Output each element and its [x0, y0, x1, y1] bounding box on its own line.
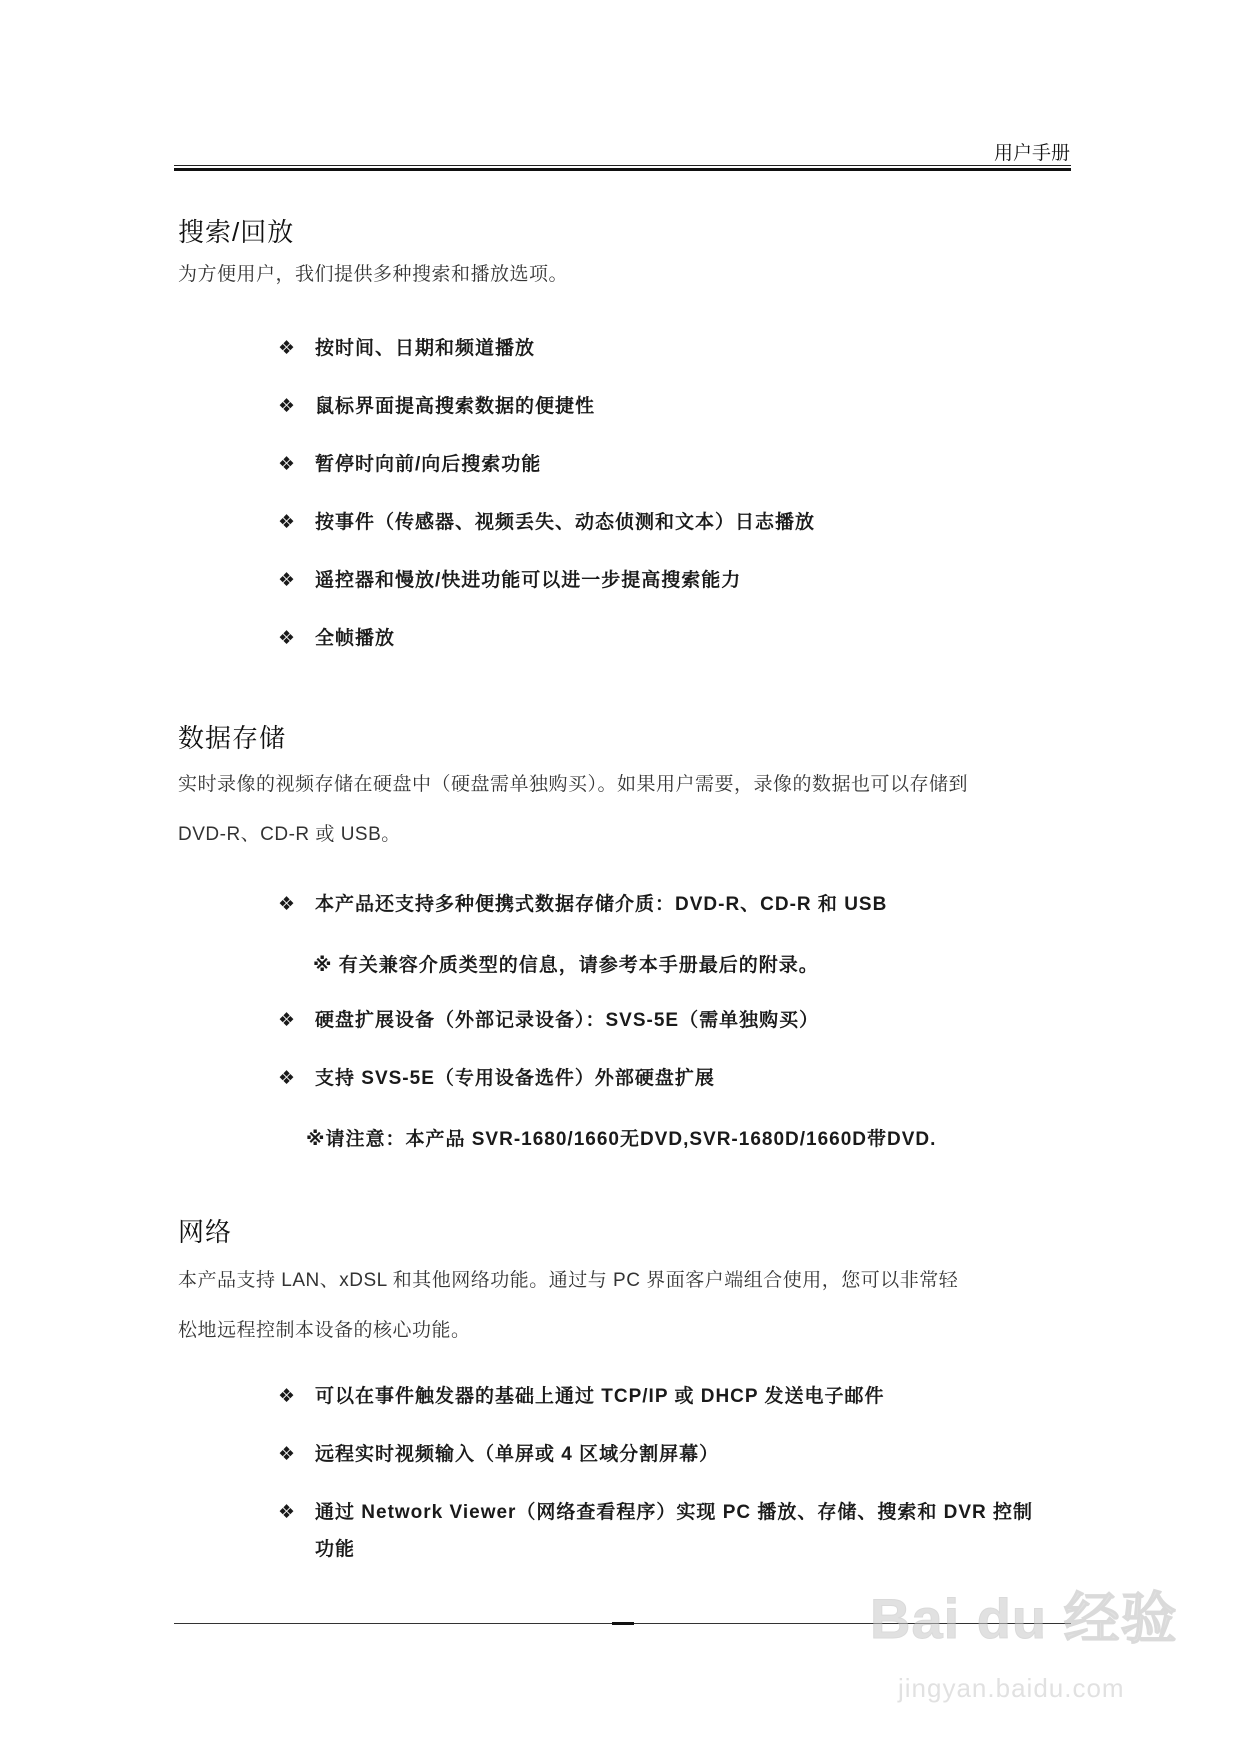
- page-number-dash: [612, 1622, 634, 1625]
- diamond-bullet-icon: ❖: [278, 512, 297, 533]
- diamond-bullet-icon: ❖: [278, 396, 297, 417]
- section-para-network-line2: 松地远程控制本设备的核心功能。: [178, 1320, 471, 1341]
- list-item: ❖ 可以在事件触发器的基础上通过 TCP/IP 或 DHCP 发送电子邮件: [278, 1378, 1048, 1415]
- diamond-bullet-icon: ❖: [278, 1502, 297, 1523]
- section-heading-network: 网络: [178, 1217, 233, 1247]
- header-rule-thick: [174, 168, 1071, 171]
- diamond-bullet-icon: ❖: [278, 1068, 297, 1089]
- list-item: ❖ 支持 SVS-5E（专用设备选件）外部硬盘扩展: [278, 1060, 1048, 1097]
- note-model-dvd: ※请注意：本产品 SVR-1680/1660无DVD,SVR-1680D/1660D带DVD.: [306, 1129, 937, 1150]
- list-item: ❖ 按时间、日期和频道播放: [278, 330, 1048, 367]
- list-item: ❖ 通过 Network Viewer（网络查看程序）实现 PC 播放、存储、搜索和 DVR 控制功能: [278, 1494, 1038, 1568]
- diamond-bullet-icon: ❖: [278, 1386, 297, 1407]
- section-intro-search: 为方便用户，我们提供多种搜索和播放选项。: [178, 264, 569, 285]
- diamond-bullet-icon: ❖: [278, 628, 297, 649]
- section-para-storage-line2: DVD-R、CD-R 或 USB。: [178, 824, 401, 845]
- section-para-storage-line1: 实时录像的视频存储在硬盘中（硬盘需单独购买）。如果用户需要，录像的数据也可以存储到: [178, 774, 969, 795]
- note-media-compatibility: ※ 有关兼容介质类型的信息，请参考本手册最后的附录。: [313, 955, 819, 976]
- header-rule-thin: [174, 165, 1071, 166]
- list-item: ❖ 远程实时视频输入（单屏或 4 区域分割屏幕）: [278, 1436, 1048, 1473]
- diamond-bullet-icon: ❖: [278, 570, 297, 591]
- watermark-logo: Bai du 经验: [870, 1587, 1178, 1650]
- list-item: ❖ 暂停时向前/向后搜索功能: [278, 446, 1048, 483]
- list-item: ❖ 硬盘扩展设备（外部记录设备）：SVS-5E（需单独购买）: [278, 1002, 1048, 1039]
- diamond-bullet-icon: ❖: [278, 338, 297, 359]
- watermark-url: jingyan.baidu.com: [898, 1673, 1125, 1703]
- diamond-bullet-icon: ❖: [278, 894, 297, 915]
- section-heading-search: 搜索/回放: [178, 217, 295, 247]
- watermark: [870, 1575, 1200, 1725]
- section-para-network-line1: 本产品支持 LAN、xDSL 和其他网络功能。通过与 PC 界面客户端组合使用，您可以非常轻: [178, 1270, 959, 1291]
- header-title: 用户手册: [993, 143, 1070, 164]
- list-item: ❖ 遥控器和慢放/快进功能可以进一步提高搜索能力: [278, 562, 1048, 599]
- list-item: ❖ 鼠标界面提高搜索数据的便捷性: [278, 388, 1048, 425]
- list-item: ❖ 按事件（传感器、视频丢失、动态侦测和文本）日志播放: [278, 504, 1048, 541]
- diamond-bullet-icon: ❖: [278, 1010, 297, 1031]
- diamond-bullet-icon: ❖: [278, 1444, 297, 1465]
- diamond-bullet-icon: ❖: [278, 454, 297, 475]
- list-item: ❖ 本产品还支持多种便携式数据存储介质：DVD-R、CD-R 和 USB: [278, 886, 1048, 923]
- list-item: ❖ 全帧播放: [278, 620, 1048, 657]
- section-heading-storage: 数据存储: [178, 723, 287, 753]
